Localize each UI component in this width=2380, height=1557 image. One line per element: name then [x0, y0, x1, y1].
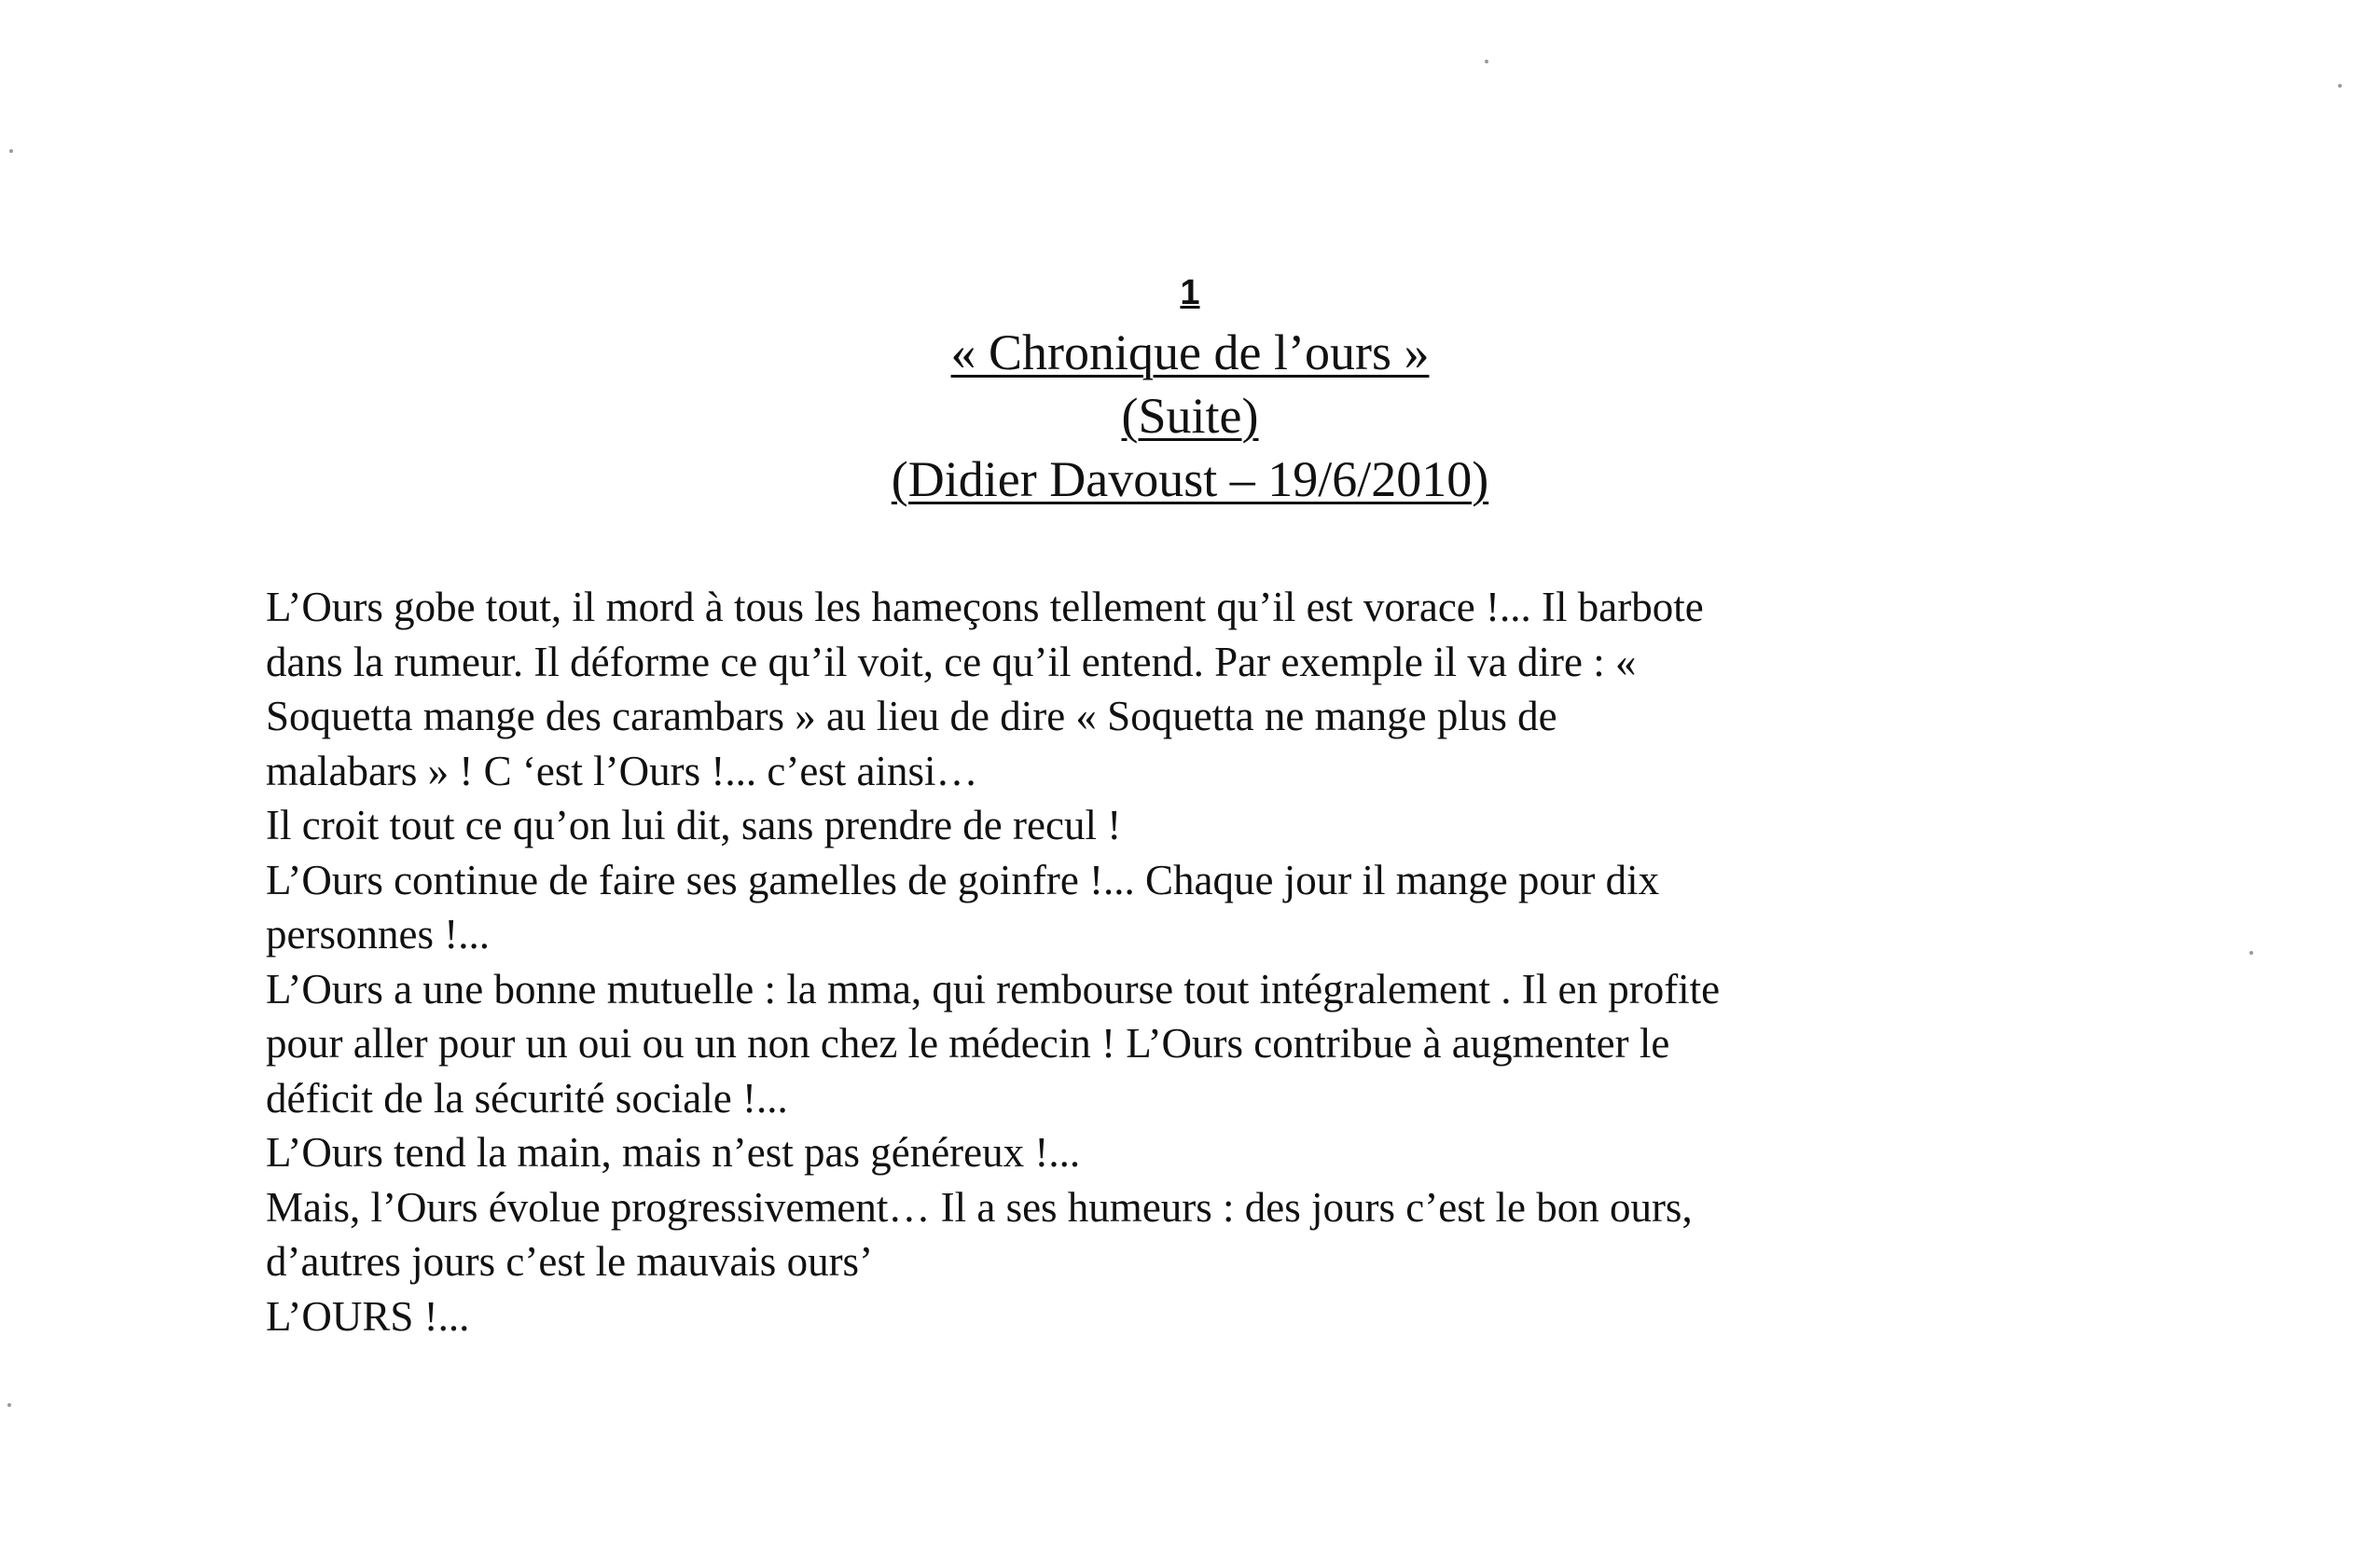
body-line: L’Ours a une bonne mutuelle : la mma, qui rembourse tout intégralement . Il en profite [266, 965, 1721, 1013]
body-line: Mais, l’Ours évolue progressivement… Il a ses humeurs : des jours c’est le bon ours, [266, 1183, 1693, 1231]
document-header [0, 270, 2380, 511]
body-line: Soquetta mange des carambars » au lieu de dire « Soquetta ne mange plus de [266, 693, 1557, 739]
body-line: L’Ours tend la main, mais n’est pas généreux !... [266, 1129, 1081, 1176]
body-line: dans la rumeur. Il déforme ce qu’il voit, ce qu’il entend. Par exemple il va dire : « [266, 638, 1637, 685]
scan-speck [2249, 951, 2253, 955]
page-number: 1 [1180, 273, 1200, 312]
document-subtitle: (Suite) [1121, 388, 1259, 444]
scan-speck [2338, 84, 2342, 88]
scan-speck [1485, 60, 1488, 63]
body-line: personnes !... [266, 911, 490, 958]
body-line: L’Ours gobe tout, il mord à tous les hameçons tellement qu’il est vorace !... Il barbote [266, 584, 1704, 630]
body-line: pour aller pour un oui ou un non chez le médecin ! L’Ours contribue à augmenter le [266, 1020, 1670, 1067]
body-line: déficit de la sécurité sociale !... [266, 1074, 788, 1122]
body-line: Il croit tout ce qu’on lui dit, sans prendre de recul ! [266, 802, 1122, 848]
document-title: « Chronique de l’ours » [950, 324, 1430, 380]
body-line: d’autres jours c’est le mauvais ours’ [266, 1238, 874, 1285]
body-text [266, 580, 2131, 1343]
scan-speck [9, 149, 13, 153]
author-date-line: (Didier Davoust – 19/6/2010) [891, 451, 1489, 507]
body-line: L’Ours continue de faire ses gamelles de goinfre !... Chaque jour il mange pour dix [266, 856, 1660, 903]
body-line: malabars » ! C ‘est l’Ours !... c’est ainsi… [266, 747, 978, 794]
scan-speck [7, 1403, 11, 1407]
body-line: L’OURS !... [266, 1292, 470, 1340]
